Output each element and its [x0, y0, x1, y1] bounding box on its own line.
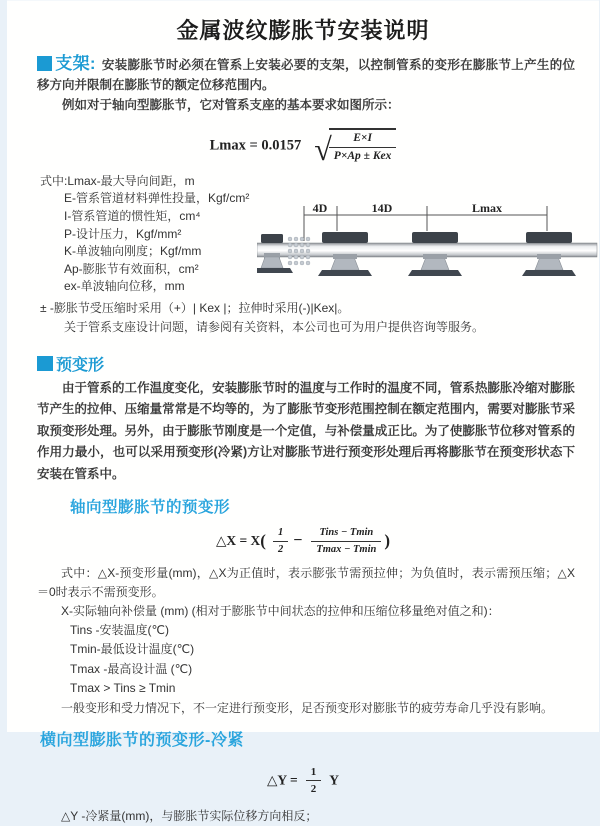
half-denominator: 2 — [310, 782, 317, 795]
service-note: 关于管系支座设计问题，请参阅有关资料，本公司也可为用户提供咨询等服务。 — [64, 319, 485, 334]
lmax-formula-fraction — [329, 128, 397, 164]
minus-sign: − — [293, 532, 303, 550]
lmax-formula-lhs: Lmax = 0.0157 — [209, 137, 302, 154]
support-example-text: 例如对于轴向型膨胀节，它对管系支座的基本要求如图所示： — [62, 98, 400, 112]
dimension-label-14d: 14D — [371, 200, 393, 215]
axial-formula-lhs: △X = X — [215, 533, 261, 549]
sqrt-expression — [314, 128, 396, 167]
definition-line: ex-单波轴向位移，mm — [64, 279, 185, 294]
subsection-heading-lateral: 横向型膨胀节的预变形-冷紧 — [40, 731, 244, 749]
close-paren: ) — [384, 531, 391, 551]
section-heading-support — [37, 54, 102, 73]
temperature-denominator: Tmax − Tmin — [316, 544, 377, 556]
lmax-formula-numerator: E×I — [329, 131, 397, 148]
temp-definition-line: Tins -安装温度(℃) — [70, 622, 170, 637]
temperature-ratio-fraction — [311, 526, 381, 556]
lateral-preform-formula — [7, 765, 599, 797]
half-numerator: 1 — [306, 765, 322, 781]
section-marker-icon — [37, 356, 53, 371]
lmax-formula — [7, 128, 599, 167]
subsection-heading-axial: 轴向型膨胀节的预变形 — [70, 499, 231, 517]
pipe-support-diagram — [257, 199, 600, 299]
axial-x-note: X-实际轴向补偿量 (mm) (相对于膨胀节中间状态的拉伸和压缩位移量绝对值之和)： — [61, 603, 500, 618]
symbol-definitions-block — [40, 173, 599, 299]
one-half-fraction — [306, 765, 322, 797]
definition-line: P-设计压力，Kgf/mm² — [64, 226, 182, 241]
support-intro-paragraph — [37, 54, 575, 95]
lateral-formula-rhs: Y — [329, 772, 339, 788]
document-page — [7, 0, 599, 824]
lateral-formula-lhs: △Y = — [267, 772, 298, 788]
radical-sign-icon: √ — [314, 130, 332, 167]
temperature-numerator: Tins − Tmin — [311, 526, 381, 542]
one-half-fraction — [273, 526, 288, 556]
definition-line: Ap-膨胀节有效面积，cm² — [64, 261, 199, 276]
dimension-label-lmax: Lmax — [472, 200, 502, 215]
temp-definition-line: Tmax -最高设计温 (℃) — [70, 661, 193, 676]
definition-line: I-管系管道的惯性矩，cm⁴ — [64, 209, 201, 224]
half-numerator: 1 — [273, 526, 288, 542]
page-title: 金属波纹膨胀节安装说明 — [176, 18, 430, 43]
temp-relation-line: Tmax > Tins ≥ Tmin — [70, 681, 176, 696]
definition-line: E-管系管道材料弹性投量，Kgf/cm² — [64, 191, 250, 206]
temp-definition-line: Tmin-最低设计温度(℃) — [70, 642, 195, 657]
definition-line: 式中:Lmax-最大导向间距，m — [40, 173, 195, 188]
half-denominator: 2 — [277, 544, 284, 556]
axial-dx-note: 式中：△X-预变形量(mm)，△X为正值时，表示膨张节需预拉伸；为负值时，表示需预压缩；△X＝0时表示不需预变形。 — [37, 565, 575, 599]
axial-general-note: 一般变形和受力情况下，不一定进行预变形，足否预变形对膨胀节的疲劳寿命几乎没有影响。 — [61, 700, 554, 715]
section-marker-icon — [37, 56, 52, 71]
lmax-formula-denominator: P×Ap ± Kex — [333, 149, 392, 162]
open-paren: ( — [260, 531, 266, 551]
lateral-dy-note: △Y -冷紧量(mm)，与膨胀节实际位移方向相反； — [61, 809, 318, 824]
section-heading-preform-label: 预变形 — [56, 356, 105, 374]
preform-body-paragraph: 由于管系的工作温度变化，安装膨胀节时的温度与工作时的温度不同，管系热膨胀冷缩对膨胀节产生的拉伸、压缩量常常是不均等的，为了膨胀节变形范围控制在额定范围内，需要对膨胀节采取预变形处理。另外，由于膨胀节刚度是一个定值，与补偿量成正比。为了使膨胀节位移对管系的作用力最小，也可以采用预变形(冷紧)方让对膨胀节进行预变形处理后再将膨胀节在预变形状态下安装在管系中。 — [37, 380, 575, 481]
definition-line: K-单波轴向刚度；Kgf/mm — [64, 244, 202, 259]
axial-preform-formula — [7, 526, 599, 556]
support-intro-text: 安装膨胀节时必须在管系上安装必要的支架，以控制管系的变形在膨胀节上产生的位移方向并限制在膨胀节的额定位移范围内。 — [37, 58, 575, 92]
dimension-label-4d: 4D — [312, 200, 328, 215]
section-heading-support-label: 支架: — [55, 54, 96, 73]
section-heading-preform — [37, 352, 599, 375]
plus-minus-note: ± -膨胀节受压缩时采用（+）| Kex |；拉伸时采用(-)|Kex|。 — [40, 300, 350, 315]
